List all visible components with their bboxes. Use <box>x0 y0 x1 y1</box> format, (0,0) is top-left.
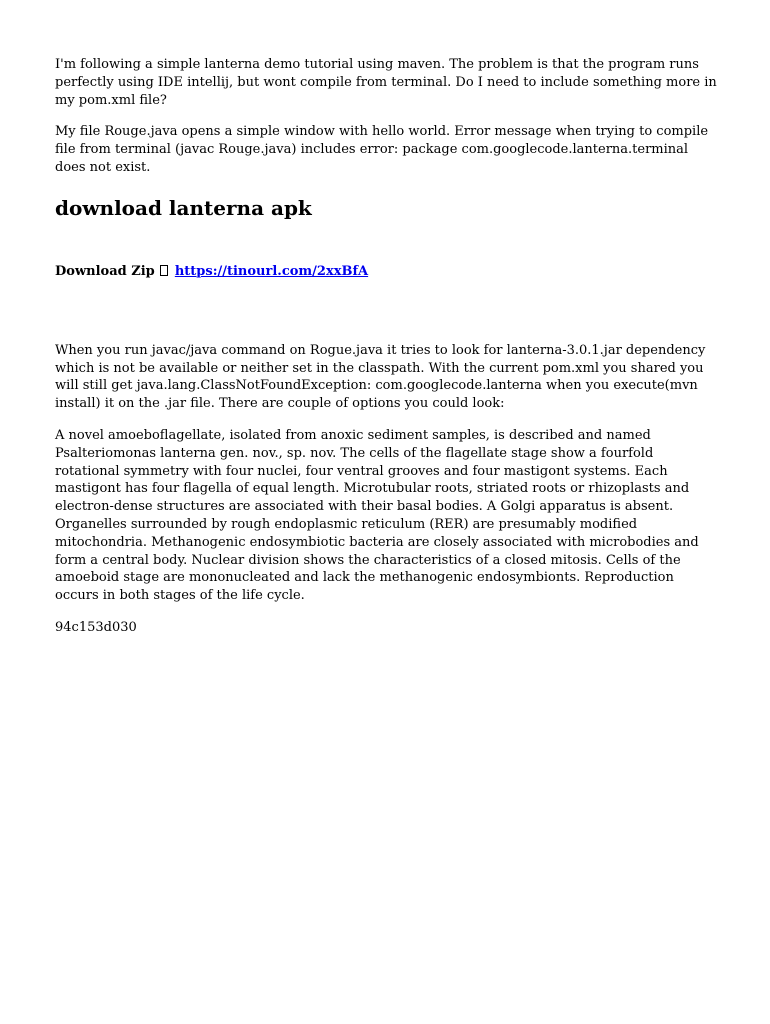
body-paragraph-1: When you run javac/java command on Rogue.java it tries to look for lanterna-3.0.1.jar dependency which is not be available or neither set in the classpath. With the current pom.xml you shared you will still get java.lang.ClassNotFoundException: com.googlecode.lanterna when you execute(mvn install) it on the .jar file. There are couple of options you could look: <box>55 342 706 412</box>
intro-paragraph-1: I'm following a simple lanterna demo tutorial using maven. The problem is that the program runs perfectly using IDE intellij, but wont compile from terminal. Do I need to include something more in my pom.xml file? <box>55 57 717 108</box>
body-section <box>55 342 720 637</box>
document-page <box>55 56 720 637</box>
box-glyph-icon <box>160 265 168 276</box>
download-line <box>55 263 720 281</box>
download-label: Download Zip <box>55 263 155 279</box>
intro-paragraph-2: My file Rouge.java opens a simple window with hello world. Error message when trying to compile file from terminal (javac Rouge.java) includes error: package com.googlecode.lanterna.terminal does not exist. <box>55 124 709 175</box>
page-heading: download lanterna apk <box>55 195 312 220</box>
body-paragraph-2: A novel amoeboflagellate, isolated from anoxic sediment samples, is described and named Psalteriomonas lanterna gen. nov., sp. nov. The cells of the flagellate stage show a fourfold rotational symmetry with four nuclei, four ventral grooves and four mastigont systems. Each mastigont has four flagella of equal length. Microtubular roots, striated roots or rhizoplasts and electron-dense structures are associated with their basal bodies. A Golgi apparatus is absent. Organelles surrounded by rough endoplasmic reticulum (RER) are presumably modified mitochondria. Methanogenic endosymbiotic bacteria are closely associated with microbodies and form a central body. Nuclear division shows the characteristics of a closed mitosis. Cells of the amoeboid stage are mononucleated and lack the methanogenic endosymbionts. Reproduction occurs in both stages of the life cycle. <box>55 427 699 604</box>
hash-code-text: 94c153d030 <box>55 619 137 635</box>
download-link[interactable]: https://tinourl.com/2xxBfA <box>174 263 369 279</box>
